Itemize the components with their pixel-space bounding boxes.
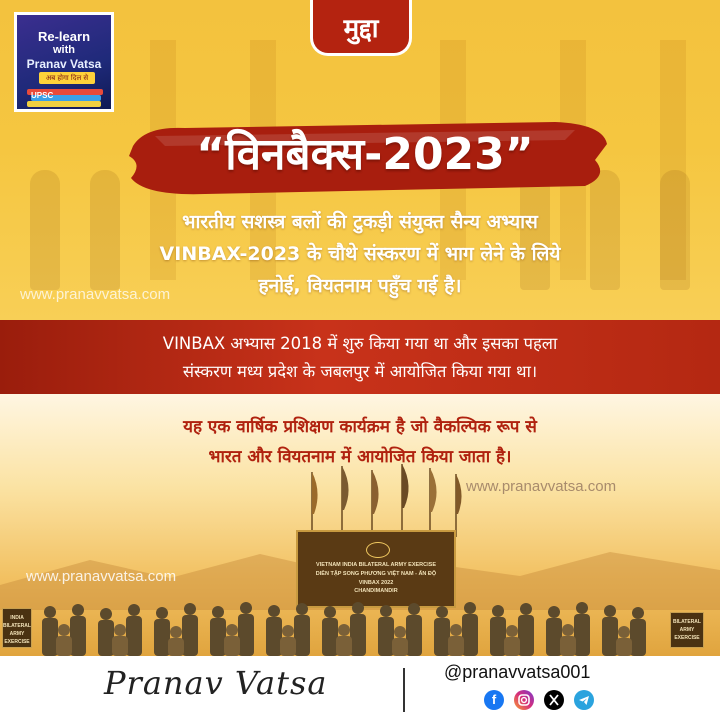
footer-divider bbox=[403, 668, 405, 712]
watermark-top: www.pranavvatsa.com bbox=[20, 286, 171, 303]
logo-tagline: अब होगा दिल से bbox=[39, 72, 95, 84]
side-board-line1: INDIA bbox=[10, 615, 24, 621]
lower-line2: भारत और वियतनाम में आयोजित किया जाता है। bbox=[208, 447, 512, 467]
logo-line1: Re-learn bbox=[37, 29, 91, 44]
side-board-right-line3: ARMY bbox=[679, 627, 695, 633]
watermark-middle: www.pranavvatsa.com bbox=[466, 478, 617, 495]
x-icon[interactable] bbox=[544, 690, 564, 710]
facebook-icon[interactable]: f bbox=[484, 690, 504, 710]
intro-line1: भारतीय सशस्त्र बलों की टुकड़ी संयुक्त सैन्य अभ्यास bbox=[182, 211, 538, 233]
band-line1: VINBAX अभ्यास 2018 में शुरु किया गया था और इसका पहला bbox=[162, 334, 558, 353]
topic-badge-label: मुद्दा bbox=[343, 13, 379, 44]
side-board-line3: ARMY bbox=[9, 631, 25, 637]
intro-line2: VINBAX-2023 के चौथे संस्करण में भाग लेने के लिये bbox=[159, 243, 561, 265]
side-board-right-line4: EXERCISE bbox=[674, 635, 700, 641]
flags-icon bbox=[300, 462, 470, 537]
side-board-line4: EXERCISE bbox=[4, 639, 30, 645]
logo-line2: with bbox=[53, 44, 75, 56]
signature: Pranav Vatsa bbox=[104, 664, 328, 702]
social-handle[interactable]: @pranavvatsa001 bbox=[444, 662, 591, 682]
banner-line1: VIETNAM INDIA BILATERAL ARMY EXERCISE bbox=[316, 562, 436, 568]
instagram-icon[interactable] bbox=[514, 690, 534, 710]
lower-line1: यह एक वार्षिक प्रशिक्षण कार्यक्रम है जो वैकल्पिक रूप से bbox=[183, 417, 537, 437]
band-line2: संस्करण मध्य प्रदेश के जबलपुर में आयोजित किया गया था। bbox=[182, 362, 538, 381]
logo-upsc: UPSC bbox=[31, 91, 54, 100]
banner-line3: VINBAX 2022 bbox=[358, 580, 394, 586]
intro-line3: हनोई, वियतनाम पहुँच गई है। bbox=[258, 275, 462, 297]
banner-line2: DIỄN TẬP SONG PHƯƠNG VIỆT NAM - ẤN ĐỘ bbox=[315, 571, 437, 577]
telegram-icon[interactable] bbox=[574, 690, 594, 710]
relearn-logo bbox=[14, 12, 114, 112]
emblem-icon bbox=[366, 542, 390, 558]
band-paragraph bbox=[40, 330, 680, 386]
banner-line4: CHANDIMANDIR bbox=[354, 588, 398, 594]
side-board-right-line2: BILATERAL bbox=[673, 619, 701, 625]
topic-badge bbox=[310, 0, 412, 56]
side-board-line2: BILATERAL bbox=[3, 623, 31, 629]
logo-line3: Pranav Vatsa bbox=[26, 57, 102, 71]
main-title: “विनबैक्स-2023” bbox=[196, 129, 534, 180]
watermark-bottom: www.pranavvatsa.com bbox=[26, 568, 177, 585]
social-icons bbox=[484, 690, 604, 712]
soldiers-group-photo bbox=[0, 590, 720, 656]
